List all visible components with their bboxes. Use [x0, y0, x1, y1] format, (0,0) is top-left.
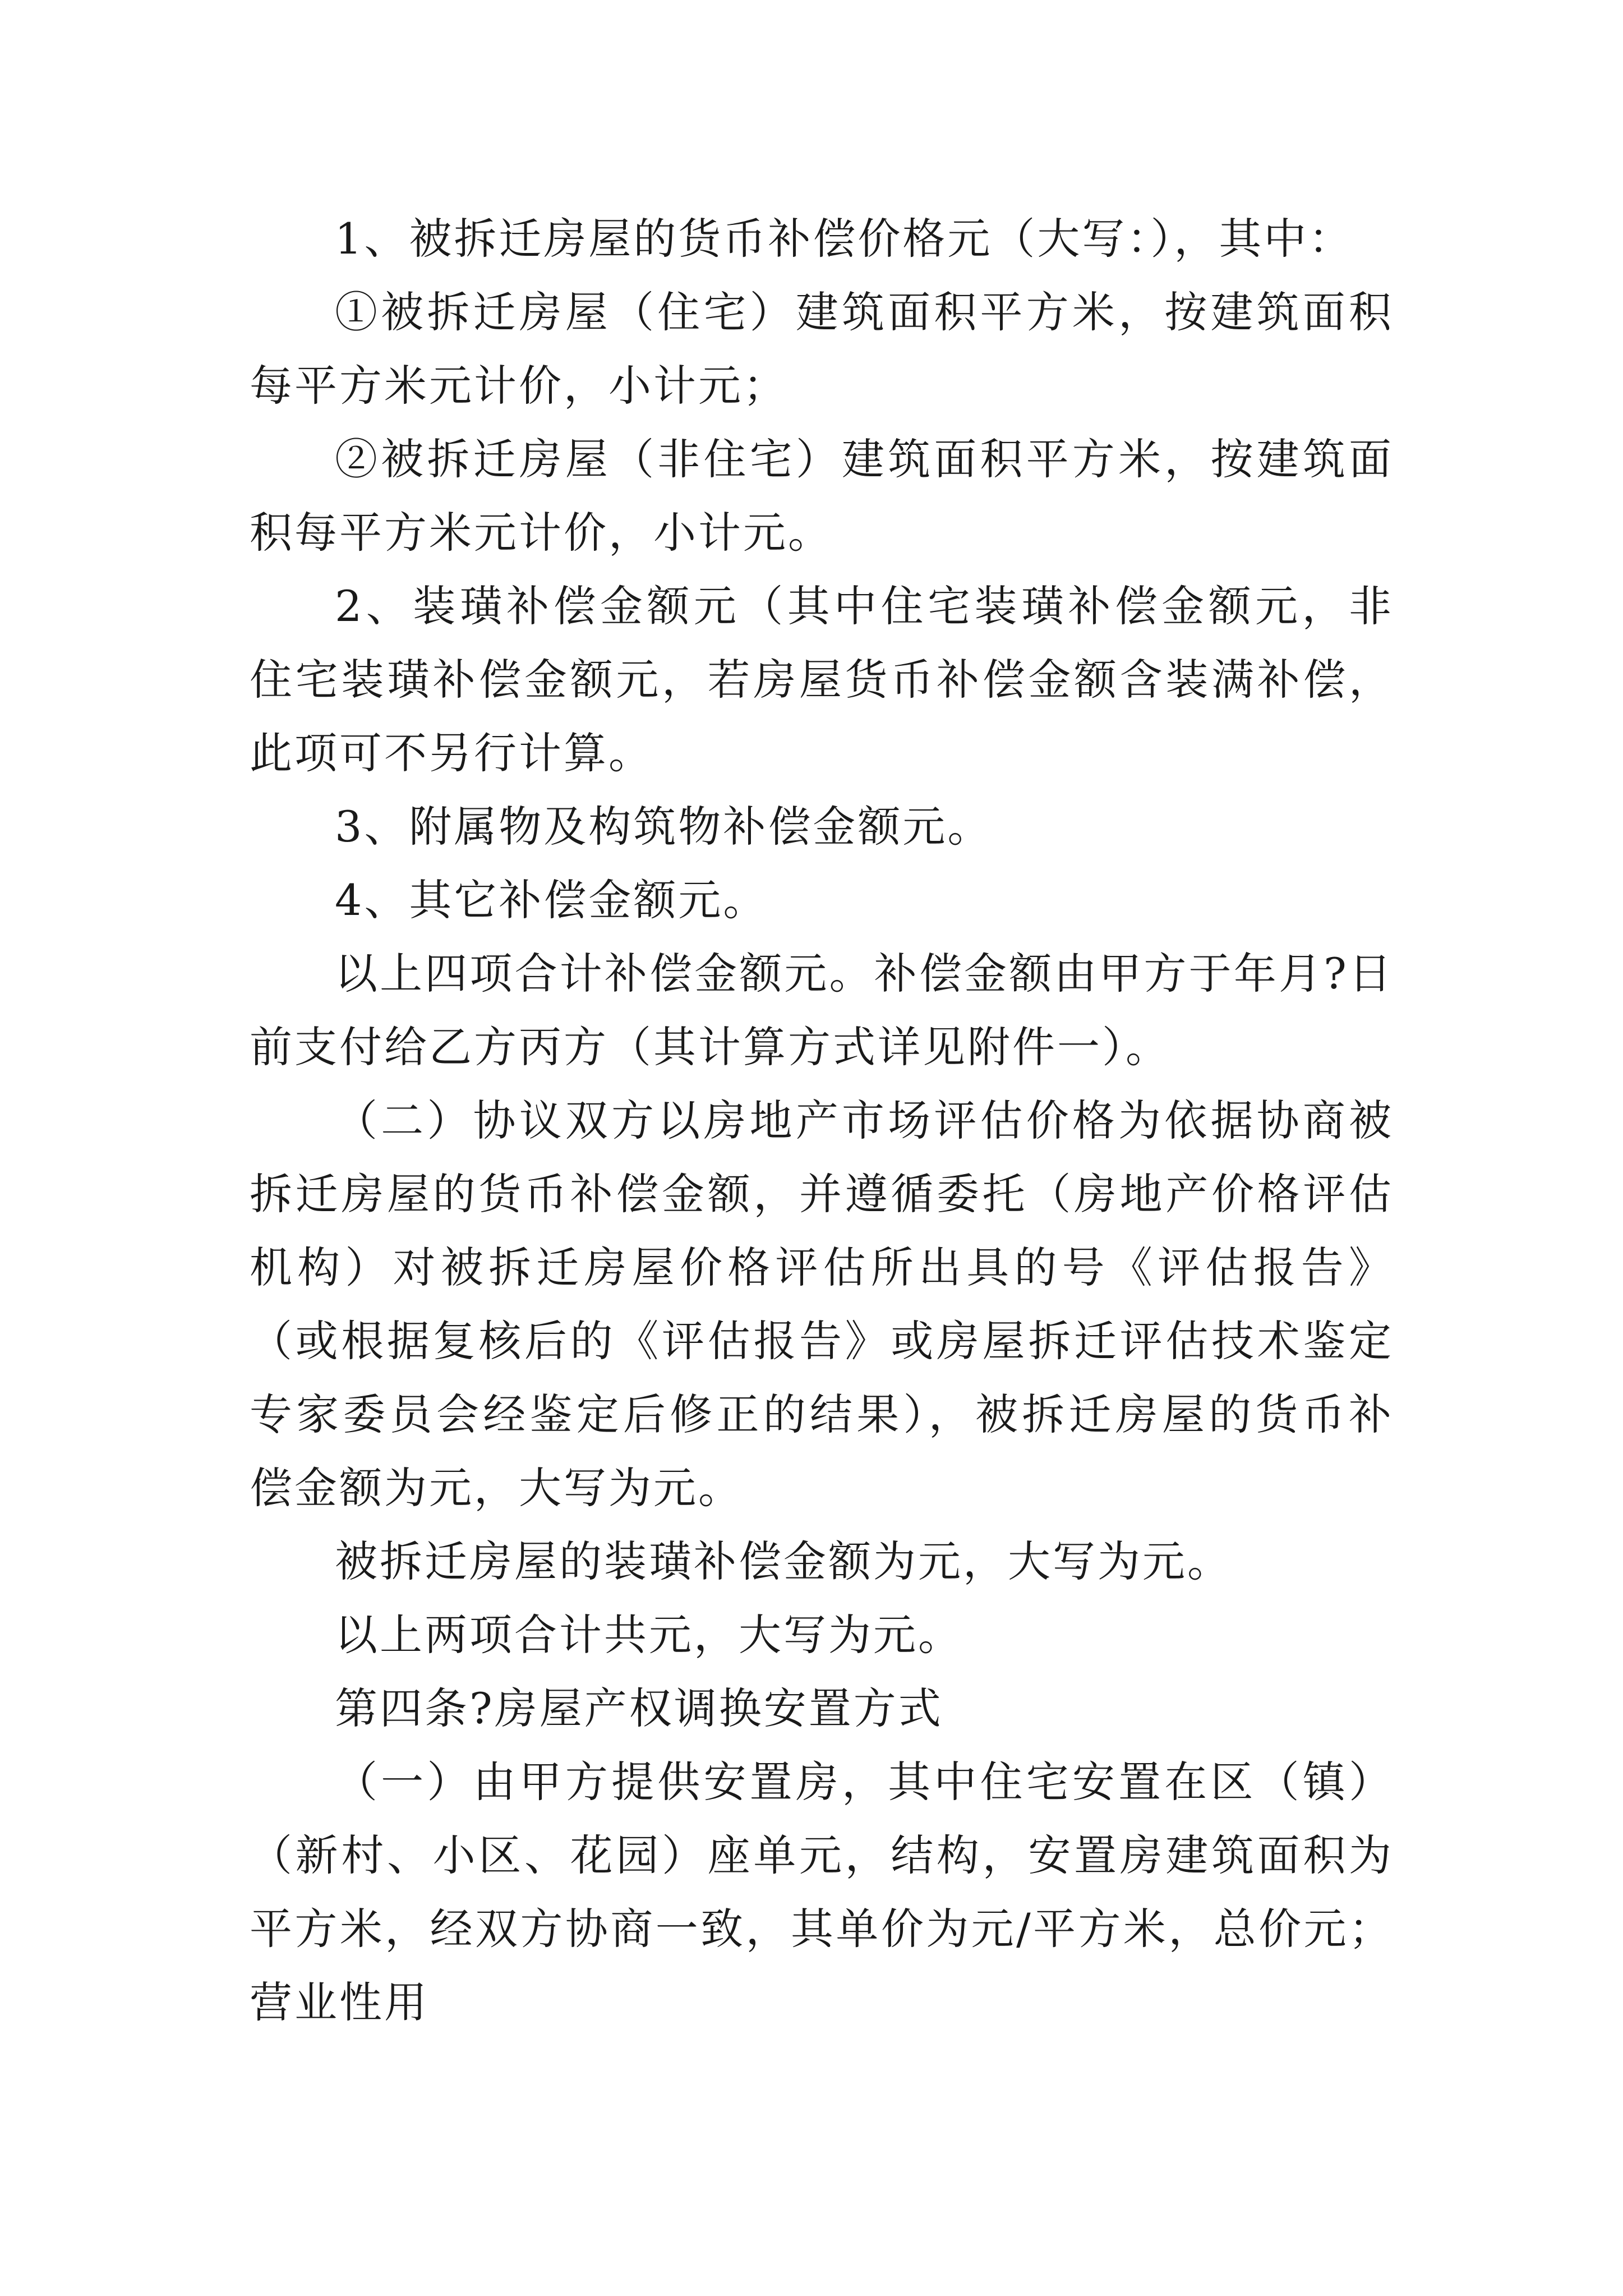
paragraph-item-2-decoration: 2、装璜补偿金额元（其中住宅装璜补偿金额元，非住宅装璜补偿金额元，若房屋货币补偿金额含装满补偿，此项可不另行计算。 — [250, 581, 1394, 778]
paragraph-item-4-other: 4、其它补偿金额元。 — [335, 875, 768, 925]
paragraph-combined-total: 以上两项合计共元，大写为元。 — [335, 1610, 963, 1660]
paragraph-non-residential-area: ②被拆迁房屋（非住宅）建筑面积平方米，按建筑面积每平方米元计价，小计元。 — [250, 434, 1394, 558]
paragraph-section-2-appraisal: （二）协议双方以房地产市场评估价格为依据协商被拆迁房屋的货币补偿金额，并遵循委托（房地产价格评估机构）对被拆迁房屋价格评估所出具的号《评估报告》（或根据复核后的《评估报告》或房屋拆迁评估技术鉴定专家委员会经鉴定后修正的结果），被拆迁房屋的货币补偿金额为元，大写为元。 — [250, 1096, 1394, 1513]
article-4-heading: 第四条?房屋产权调换安置方式 — [335, 1683, 943, 1733]
paragraph-item-1-price: 1、被拆迁房屋的货币补偿价格元（大写：），其中： — [335, 214, 1354, 264]
document-body — [250, 202, 1394, 2039]
paragraph-item-3-attachments: 3、附属物及构筑物补偿金额元。 — [335, 802, 993, 852]
paragraph-total-payment: 以上四项合计补偿金额元。补偿金额由甲方于年月?日前支付给乙方丙方（其计算方式详见附件一）。 — [250, 949, 1394, 1072]
paragraph-resettlement-housing: （一）由甲方提供安置房，其中住宅安置在区（镇）（新村、小区、花园）座单元，结构，安置房建筑面积为平方米，经双方协商一致，其单价为元/平方米，总价元；营业性用 — [250, 1757, 1394, 2027]
paragraph-decoration-amount: 被拆迁房屋的装璜补偿金额为元，大写为元。 — [335, 1536, 1232, 1586]
paragraph-residential-area: ①被拆迁房屋（住宅）建筑面积平方米，按建筑面积每平方米元计价，小计元； — [250, 287, 1394, 411]
